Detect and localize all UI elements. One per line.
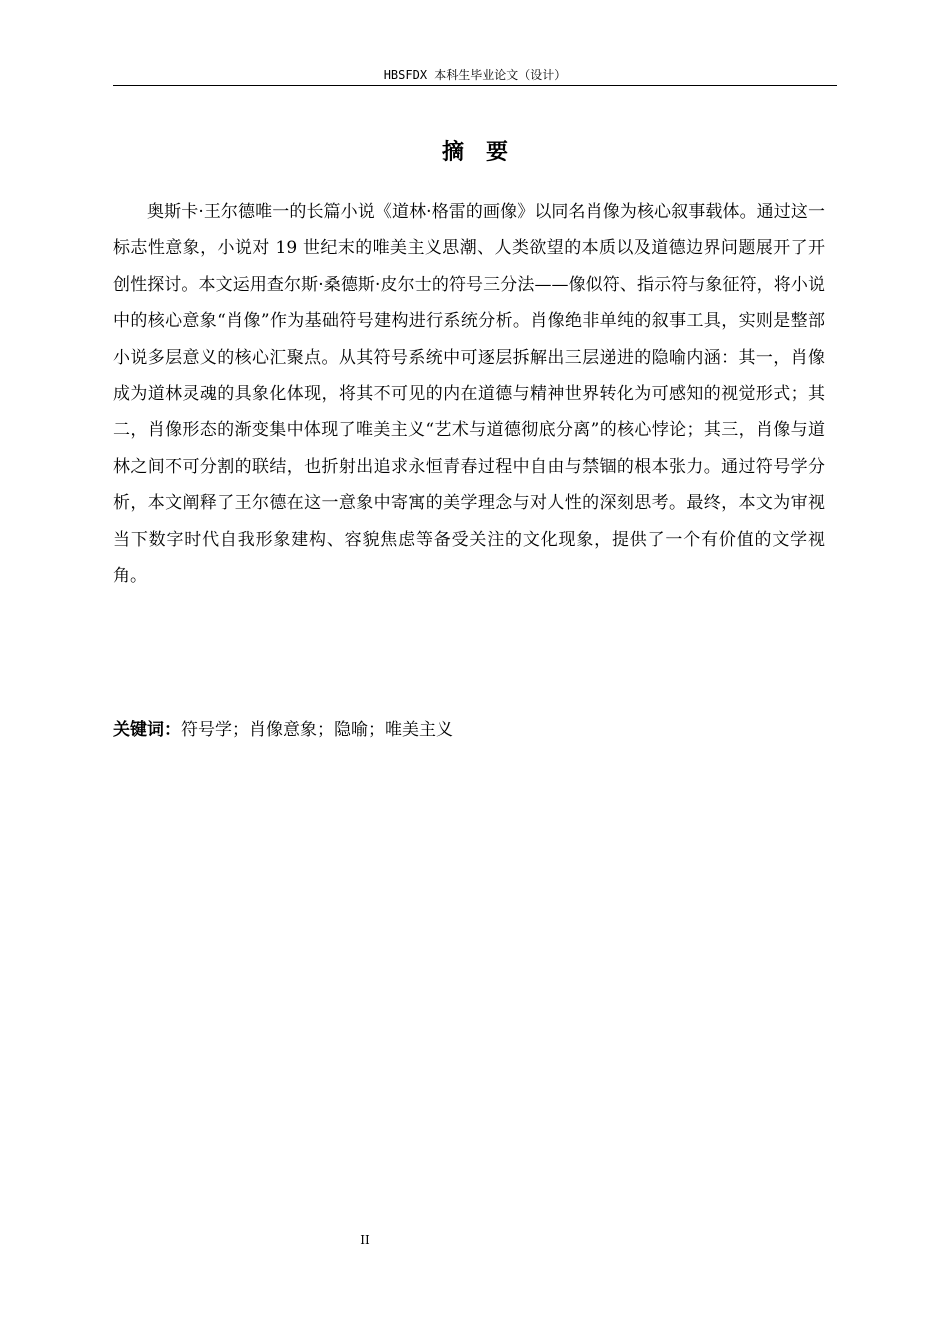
header-rule: [113, 85, 837, 86]
keywords-label: 关键词：: [113, 720, 181, 740]
abstract-title: 摘要: [441, 140, 530, 165]
keywords-value: 符号学；肖像意象；隐喻；唯美主义: [181, 720, 453, 740]
running-header: HBSFDX 本科生毕业论文（设计）: [383, 68, 567, 82]
page-number: II: [360, 1233, 370, 1247]
abstract-body: 奥斯卡·王尔德唯一的长篇小说《道林·格雷的画像》以同名肖像为核心叙事载体。通过这一标志性意象，小说对 19 世纪末的唯美主义思潮、人类欲望的本质以及道德边界问题展开了开创性探讨。本文运用查尔斯·桑德斯·皮尔士的符号三分法——像似符、指示符与象征符，将小说中的核心意象“肖像”作为基础符号建构进行系统分析。肖像绝非单纯的叙事工具，实则是整部小说多层意义的核心汇聚点。从其符号系统中可逐层拆解出三层递进的隐喻内涵：其一，肖像成为道林灵魂的具象化体现，将其不可见的内在道德与精神世界转化为可感知的视觉形式；其二，肖像形态的渐变集中体现了唯美主义“艺术与道德彻底分离”的核心悖论；其三，肖像与道林之间不可分割的联结，也折射出追求永恒青春过程中自由与禁锢的根本张力。通过符号学分析，本文阐释了王尔德在这一意象中寄寓的美学理念与对人性的深刻思考。最终，本文为审视当下数字时代自我形象建构、容貌焦虑等备受关注的文化现象，提供了一个有价值的文学视角。: [113, 202, 825, 587]
keywords-line: [113, 714, 837, 746]
